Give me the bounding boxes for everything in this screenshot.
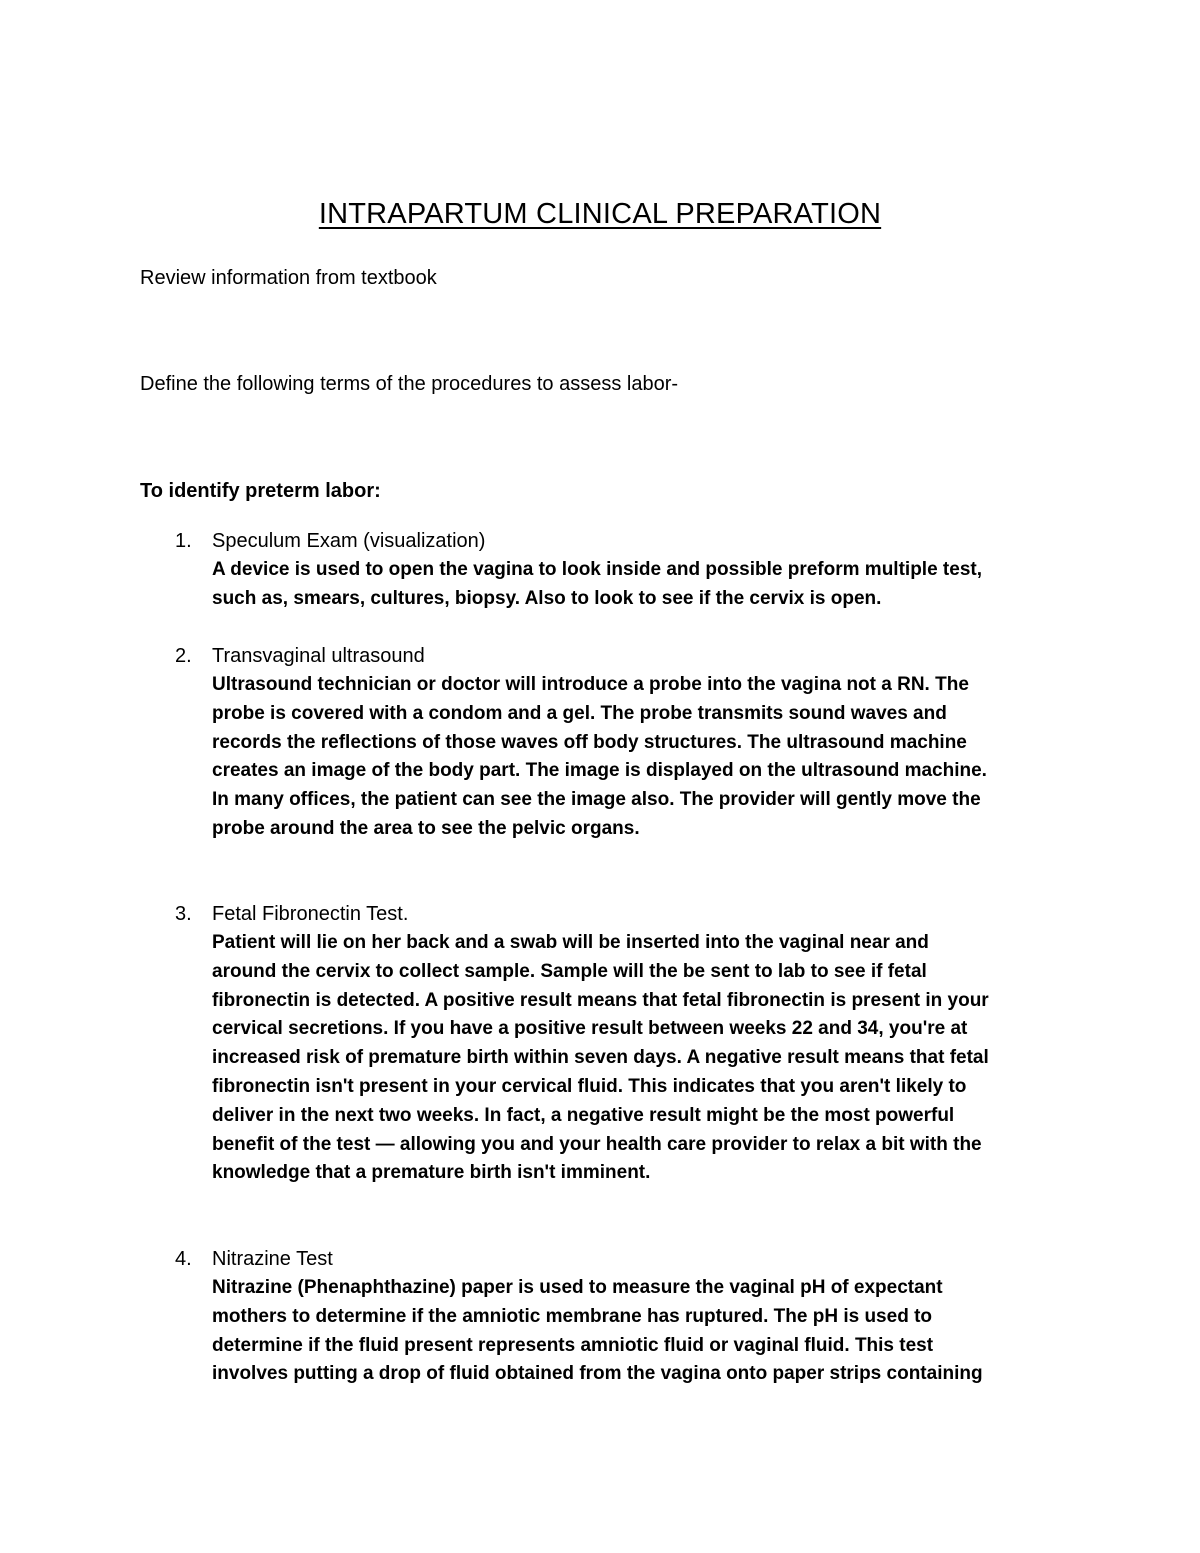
description-line: creates an image of the body part. The image is displayed on the ultrasound machine. [212,760,987,782]
description-line: benefit of the test — allowing you and your health care provider to relax a bit with the [212,1133,982,1155]
section-heading-preterm-labor: To identify preterm labor: [140,480,381,502]
description-line: involves putting a drop of fluid obtained from the vagina onto paper strips containing [212,1363,983,1385]
description-line: probe around the area to see the pelvic organs. [212,817,640,839]
list-item-description [212,671,987,844]
list-item-heading: Fetal Fibronectin Test. [212,903,409,925]
page-title: INTRAPARTUM CLINICAL PREPARATION [318,198,882,230]
list-item-number: 2. [175,645,192,667]
description-line: records the reflections of those waves off body structures. The ultrasound machine [212,731,967,753]
description-line: mothers to determine if the amniotic membrane has ruptured. The pH is used to [212,1305,933,1327]
description-line: fibronectin is detected. A positive result means that fetal fibronectin is present in your [212,989,989,1011]
list-item-heading: Transvaginal ultrasound [212,645,425,667]
description-line: such as, smears, cultures, biopsy. Also to look to see if the cervix is open. [212,587,882,609]
description-line: knowledge that a premature birth isn't imminent. [212,1162,651,1184]
description-line: deliver in the next two weeks. In fact, a negative result might be the most powerful [212,1104,955,1126]
list-item-number: 1. [175,530,192,552]
description-line: Ultrasound technician or doctor will introduce a probe into the vagina not a RN. The [212,674,969,695]
description-line: In many offices, the patient can see the image also. The provider will gently move the [212,789,981,811]
list-item-description [212,929,989,1188]
description-line: cervical secretions. If you have a positive result between weeks 22 and 34, you're at [212,1018,968,1040]
list-item-description [212,1274,983,1389]
description-line: Patient will lie on her back and a swab will be inserted into the vaginal near and [212,932,929,953]
description-line: A device is used to open the vagina to look inside and possible preform multiple test, [212,559,982,580]
list-item-heading: Nitrazine Test [212,1248,333,1270]
list-item-description [212,556,982,614]
description-line: around the cervix to collect sample. Sample will the be sent to lab to see if fetal [212,960,927,982]
description-line: determine if the fluid present represents amniotic fluid or vaginal fluid. This test [212,1334,934,1356]
list-item-number: 4. [175,1248,192,1270]
review-instruction: Review information from textbook [140,267,437,289]
description-line: increased risk of premature birth within seven days. A negative result means that fetal [212,1047,989,1069]
description-line: Nitrazine (Phenaphthazine) paper is used to measure the vaginal pH of expectant [212,1277,943,1298]
define-instruction: Define the following terms of the procedures to assess labor- [140,373,679,395]
list-item-number: 3. [175,903,192,925]
description-line: fibronectin isn't present in your cervical fluid. This indicates that you aren't likely to [212,1075,967,1097]
list-item-heading: Speculum Exam (visualization) [212,530,486,552]
description-line: probe is covered with a condom and a gel. The probe transmits sound waves and [212,702,947,724]
